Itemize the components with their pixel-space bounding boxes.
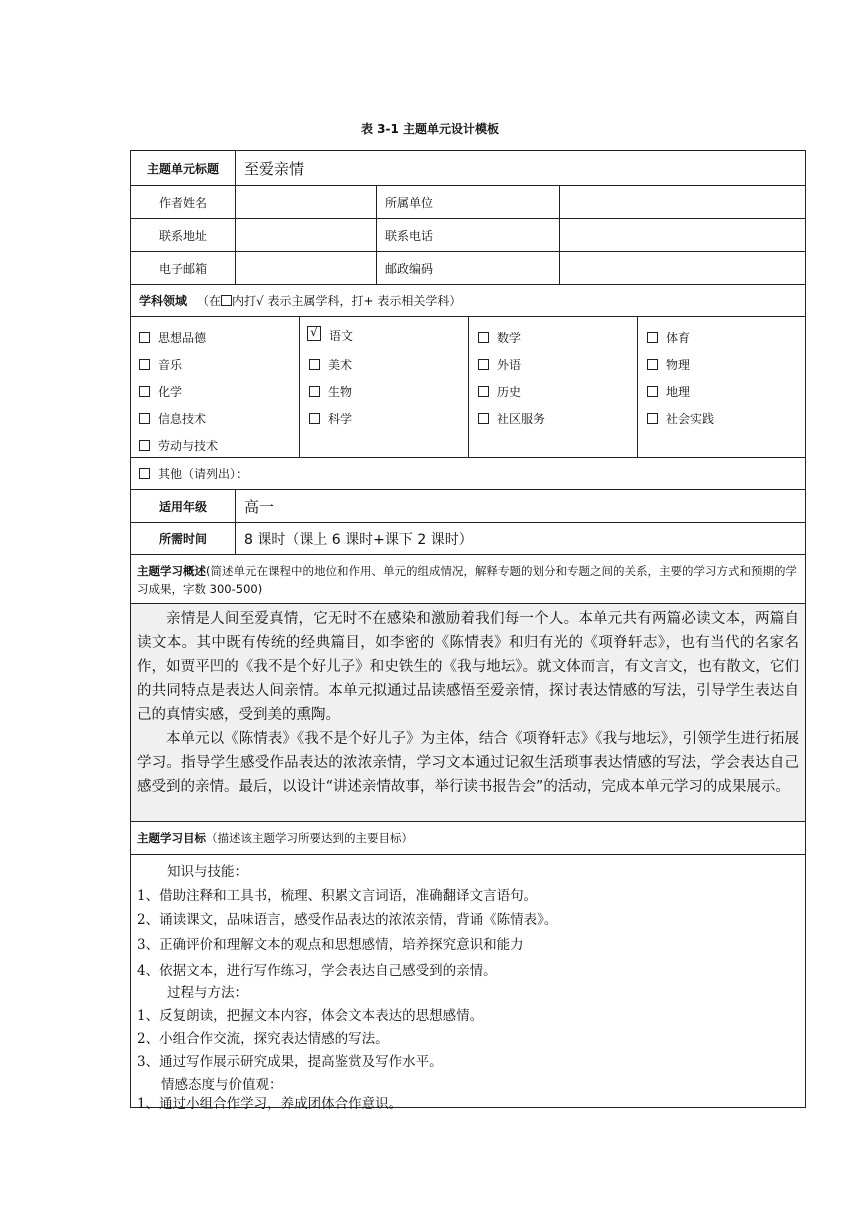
subject-option[interactable]: 历史 bbox=[478, 383, 521, 400]
checkbox-icon[interactable] bbox=[647, 413, 658, 424]
overview-heading bbox=[137, 562, 799, 598]
email-field[interactable] bbox=[235, 252, 376, 284]
checkbox-icon[interactable] bbox=[139, 413, 150, 424]
subject-option-checked[interactable]: √ 语文 bbox=[307, 326, 353, 344]
subject-option[interactable]: 思想品德 bbox=[139, 329, 206, 346]
other-subject-option[interactable] bbox=[139, 458, 805, 489]
checkbox-icon[interactable] bbox=[647, 359, 658, 370]
goals-label: 主题学习目标 bbox=[137, 831, 206, 845]
unit-title-row bbox=[131, 151, 805, 185]
overview-label: 主题学习概述 bbox=[137, 564, 206, 578]
unit-title-value[interactable]: 至爱亲情 bbox=[235, 151, 805, 185]
checkbox-icon[interactable] bbox=[309, 413, 320, 424]
subject-option[interactable]: 化学 bbox=[139, 383, 182, 400]
subject-option[interactable]: 科学 bbox=[309, 410, 352, 427]
address-label: 联系地址 bbox=[158, 228, 207, 243]
goal-item: 1、通过小组合作学习，养成团体合作意识。 bbox=[137, 1096, 403, 1112]
subject-option[interactable]: 生物 bbox=[309, 383, 352, 400]
email-label: 电子邮箱 bbox=[158, 261, 207, 276]
subject-area-note-suffix: 内打√ 表示主属学科，打+ 表示相关学科） bbox=[232, 294, 462, 308]
goals-note: （描述该主题学习所要达到的主要目标） bbox=[206, 831, 413, 845]
overview-paragraph: 亲情是人间至爱真情，它无时不在感染和激励着我们每一个人。本单元共有两篇必读文本，两篇自读文本。其中既有传统的经典篇目，如李密的《陈情表》和归有光的《项脊轩志》，也有当代的名家名作，如贾平凹的《我不是个好儿子》和史铁生的《我与地坛》。就文体而言，有文言文，也有散文，它们的共同特点是表达人间亲情。本单元拟通过品读感悟至爱亲情，探讨表达情感的写法，引导学生表达自己的真情实感，受到美的熏陶。 bbox=[137, 611, 799, 723]
checkmark-icon: √ bbox=[310, 325, 318, 339]
org-field[interactable] bbox=[559, 186, 805, 218]
goals-body bbox=[131, 854, 805, 1112]
grid-divider bbox=[468, 317, 469, 457]
other-subject-row bbox=[131, 457, 805, 489]
subject-option[interactable]: 劳动与技术 bbox=[139, 437, 218, 454]
phone-field[interactable] bbox=[559, 219, 805, 251]
checkbox-icon[interactable] bbox=[139, 468, 150, 479]
subject-grid bbox=[131, 316, 805, 457]
subject-option[interactable]: 物理 bbox=[647, 356, 690, 373]
checkbox-icon[interactable] bbox=[647, 386, 658, 397]
email-row bbox=[131, 251, 805, 284]
goal-item: 3、通过写作展示研究成果，提高鉴赏及写作水平。 bbox=[137, 1054, 443, 1070]
subject-option[interactable]: 美术 bbox=[309, 356, 352, 373]
goal-item: 2、诵读课文，品味语言，感受作品表达的浓浓亲情，背诵《陈情表》。 bbox=[137, 912, 558, 928]
other-subject-label: 其他（请列出）： bbox=[158, 467, 249, 481]
checkbox-icon[interactable] bbox=[139, 386, 150, 397]
subject-area-header bbox=[131, 284, 805, 316]
subject-area-note-prefix: （在 bbox=[197, 294, 222, 308]
checkbox-icon[interactable] bbox=[478, 359, 489, 370]
overview-paragraph: 本单元以《陈情表》《我不是个好儿子》为主体，结合《项脊轩志》《我与地坛》，引领学生进行拓展学习。指导学生感受作品表达的浓浓亲情，学习文本通过记叙生活琐事表达情感的写法，学会表达自己感受到的亲情。最后，以设计“讲述亲情故事，举行读书报告会”的活动，完成本单元学习的成果展示。 bbox=[137, 731, 799, 795]
overview-header bbox=[131, 554, 805, 603]
goal-section-heading: 知识与技能： bbox=[167, 864, 248, 880]
checkbox-icon[interactable] bbox=[478, 332, 489, 343]
goal-item: 4、依据文本，进行写作练习，学会表达自己感受到的亲情。 bbox=[137, 963, 497, 979]
author-field[interactable] bbox=[235, 186, 376, 218]
time-row bbox=[131, 522, 805, 554]
overview-note: (简述单元在课程中的地位和作用、单元的组成情况，解释专题的划分和专题之间的关系，主要的学习方式和预期的学习成果，字数 300-500) bbox=[137, 564, 797, 596]
checkbox-icon[interactable] bbox=[139, 332, 150, 343]
time-label: 所需时间 bbox=[158, 532, 207, 546]
address-field[interactable] bbox=[235, 219, 376, 251]
subject-option[interactable]: 社区服务 bbox=[478, 410, 545, 427]
grade-value[interactable]: 高一 bbox=[235, 490, 805, 522]
grade-row bbox=[131, 489, 805, 522]
checkbox-icon bbox=[221, 295, 232, 306]
subject-option[interactable]: 音乐 bbox=[139, 356, 182, 373]
goal-section-heading: 过程与方法： bbox=[167, 985, 248, 1001]
goal-item: 3、正确评价和理解文本的观点和思想感情，培养探究意识和能力 bbox=[137, 937, 524, 953]
checkbox-icon[interactable] bbox=[309, 386, 320, 397]
goals-header bbox=[131, 821, 805, 854]
checkbox-icon[interactable] bbox=[309, 359, 320, 370]
checkbox-icon[interactable] bbox=[478, 386, 489, 397]
subject-area-heading bbox=[139, 285, 805, 316]
subject-option[interactable]: 外语 bbox=[478, 356, 521, 373]
postcode-field[interactable] bbox=[559, 252, 805, 284]
unit-design-table bbox=[130, 150, 806, 1112]
grid-divider bbox=[299, 317, 300, 457]
subject-option[interactable]: 地理 bbox=[647, 383, 690, 400]
goal-item: 1、反复朗读，把握文本内容，体会文本表达的思想感情。 bbox=[137, 1008, 484, 1024]
checkbox-icon[interactable] bbox=[139, 440, 150, 451]
checked-checkbox-icon[interactable] bbox=[307, 326, 321, 341]
goal-section-heading: 情感态度与价值观： bbox=[161, 1077, 283, 1093]
postcode-label: 邮政编码 bbox=[376, 252, 559, 284]
goal-item: 2、小组合作交流，探究表达情感的写法。 bbox=[137, 1031, 389, 1047]
subject-option[interactable]: 社会实践 bbox=[647, 410, 714, 427]
subject-area-label: 学科领域 bbox=[139, 294, 188, 308]
goal-item: 1、借助注释和工具书，梳理、积累文言词语，准确翻译文言语句。 bbox=[137, 888, 538, 904]
address-row bbox=[131, 218, 805, 251]
subject-option[interactable]: 数学 bbox=[478, 329, 521, 346]
subject-option[interactable]: 信息技术 bbox=[139, 410, 206, 427]
org-label: 所属单位 bbox=[376, 186, 559, 218]
document-title: 表 3-1 主题单元设计模板 bbox=[360, 122, 500, 136]
checkbox-icon[interactable] bbox=[647, 332, 658, 343]
author-row bbox=[131, 185, 805, 218]
checkbox-icon[interactable] bbox=[139, 359, 150, 370]
goals-heading bbox=[137, 822, 805, 854]
overview-body bbox=[131, 603, 805, 821]
grid-divider bbox=[637, 317, 638, 457]
author-label: 作者姓名 bbox=[158, 195, 207, 210]
grade-label: 适用年级 bbox=[158, 499, 207, 514]
time-value[interactable]: 8 课时（课上 6 课时+课下 2 课时） bbox=[235, 523, 805, 554]
unit-title-label: 主题单元标题 bbox=[146, 161, 219, 176]
subject-option[interactable]: 体育 bbox=[647, 329, 690, 346]
checkbox-icon[interactable] bbox=[478, 413, 489, 424]
phone-label: 联系电话 bbox=[376, 219, 559, 251]
